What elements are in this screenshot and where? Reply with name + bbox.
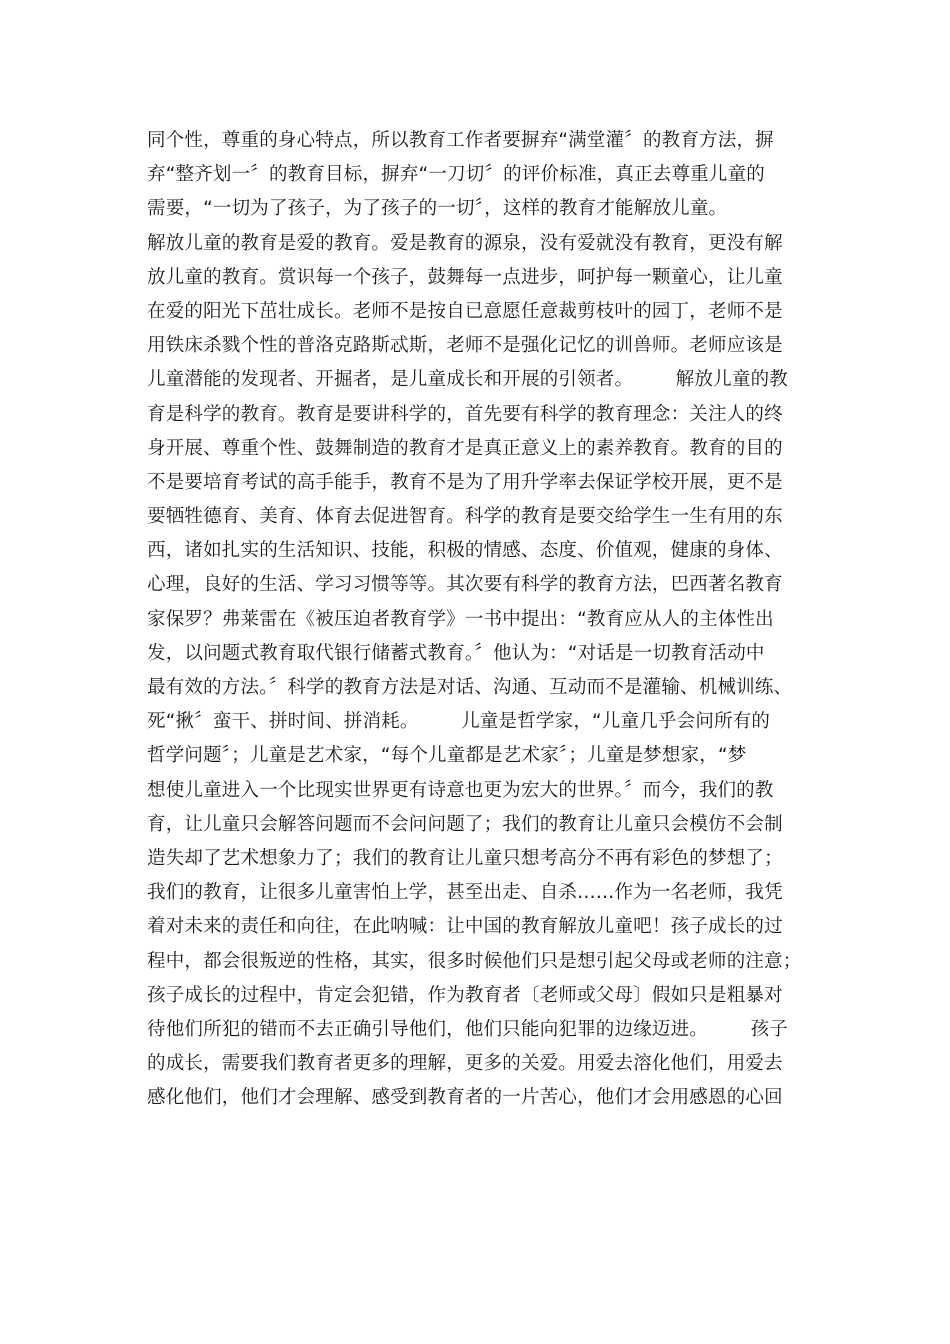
text-line: 的成长，需要我们教育者更多的理解，更多的关爱。用爱去溶化他们，用爱去 [147, 1053, 783, 1075]
text-line: 放儿童的教育。赏识每一个孩子，鼓舞每一点进步，呵护每一颗童心，让儿童 [147, 266, 783, 288]
text-line: 死“揪〞蛮干、拼时间、拼消耗。 儿童是哲学家，“儿童几乎会问所有的 [147, 711, 771, 733]
text-line: 着对未来的责任和向往，在此呐喊：让中国的教育解放儿童吧！孩子成长的过 [147, 916, 783, 938]
text-line: 弃“整齐划一〞的教育目标，摒弃“一刀切〞的评价标准，真正去尊重儿童的 [147, 164, 765, 186]
text-line: 不是要培育考试的高手能手，教育不是为了用升学率去保证学校开展，更不是 [147, 471, 783, 493]
text-line: 身开展、尊重个性、鼓舞制造的教育才是真正意义上的素养教育。教育的目的 [147, 437, 783, 459]
text-line: 儿童潜能的发现者、开掘者，是儿童成长和开展的引领者。 解放儿童的教 [147, 369, 788, 391]
text-line: 用铁床杀戮个性的普洛克路斯忒斯，老师不是强化记忆的训兽师。老师应该是 [147, 335, 783, 357]
text-line: 育是科学的教育。教育是要讲科学的，首先要有科学的教育理念：关注人的终 [147, 403, 783, 425]
text-line: 我们的教育，让很多儿童害怕上学，甚至出走、自杀……作为一名老师，我凭 [147, 882, 783, 904]
text-line: 程中，都会很叛逆的性格，其实，很多时候他们只是想引起父母或老师的注意； [147, 950, 802, 972]
text-line: 想使儿童进入一个比现实世界更有诗意也更为宏大的世界。〞而今，我们的教 [147, 779, 774, 801]
text-line: 育，让儿童只会解答问题而不会问问题了；我们的教育让儿童只会模仿不会制 [147, 813, 783, 835]
text-line: 发，以问题式教育取代银行储蓄式教育。〞他认为：“对话是一切教育活动中 [147, 642, 765, 664]
text-line: 要牺牲德育、美育、体育去促进智育。科学的教育是要交给学生一生有用的东 [147, 506, 783, 528]
text-line: 感化他们，他们才会理解、感受到教育者的一片苦心，他们才会用感恩的心回 [147, 1087, 783, 1109]
text-line: 同个性，尊重的身心特点，所以教育工作者要摒弃“满堂灌〞的教育方法，摒 [147, 130, 774, 151]
text-line: 在爱的阳光下茁壮成长。老师不是按自已意愿任意裁剪枝叶的园丁，老师不是 [147, 300, 783, 322]
body-text [147, 124, 827, 1115]
text-line: 需要，“一切为了孩子，为了孩子的一切〞，这样的教育才能解放儿童。 [147, 198, 728, 220]
text-line: 西，诸如扎实的生活知识、技能，积极的情感、态度、价值观，健康的身体、 [147, 540, 783, 562]
text-line: 家保罗？弗莱雷在《被压迫者教育学》一书中提出：“教育应从人的主体性出 [147, 608, 774, 630]
text-line: 哲学问题〞；儿童是艺术家，“每个儿童都是艺术家〞；儿童是梦想家，“梦 [147, 745, 747, 767]
text-line: 造失却了艺术想象力了；我们的教育让儿童只想考高分不再有彩色的梦想了； [147, 847, 783, 869]
text-line: 待他们所犯的错而不去正确引导他们，他们只能向犯罪的边缘迈进。 孩子 [147, 1018, 788, 1040]
text-line: 解放儿童的教育是爱的教育。爱是教育的源泉，没有爱就没有教育，更没有解 [147, 232, 783, 254]
text-line: 心理，良好的生活、学习习惯等等。其次要有科学的教育方法，巴西著名教育 [147, 574, 783, 596]
text-line: 孩子成长的过程中，肯定会犯错，作为教育者〔老师或父母〕假如只是粗暴对 [147, 984, 783, 1006]
text-line: 最有效的方法。〞科学的教育方法是对话、沟通、互动而不是灌输、机械训练、 [147, 677, 793, 698]
